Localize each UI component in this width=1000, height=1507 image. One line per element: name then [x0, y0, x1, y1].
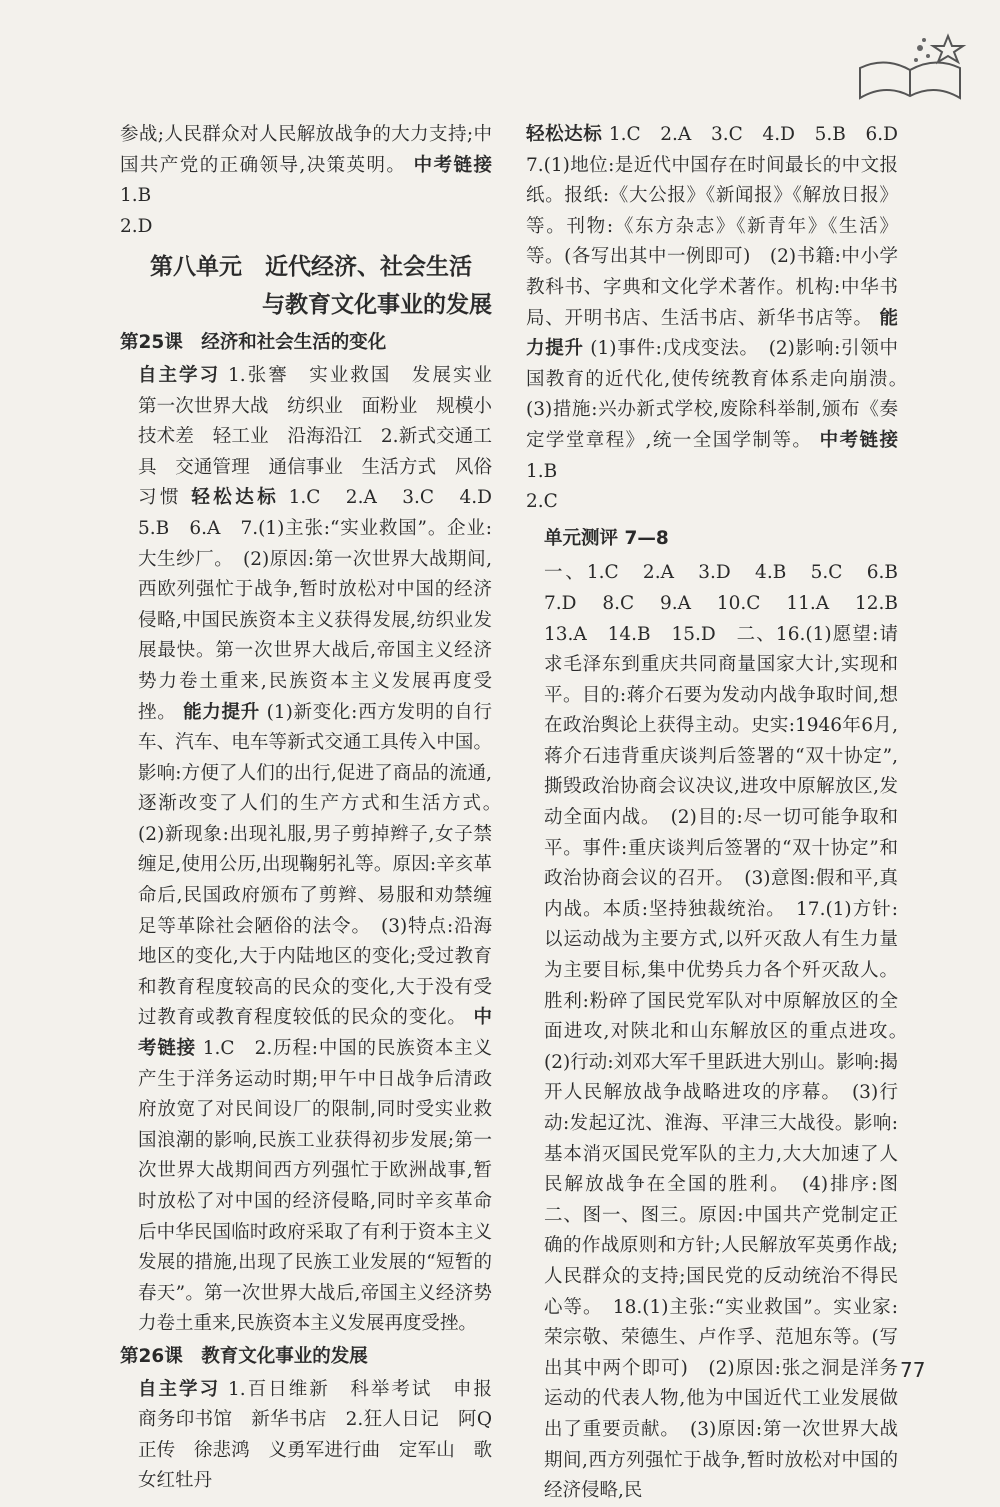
- right-answer-2c: 2.C: [526, 491, 558, 513]
- lesson-25-body: 自主学习 1.张謇 实业救国 发展实业 第一次世界大战 纺织业 面粉业 规模小 技术差 轻工业 沿海沿江 2.新式交通工具 交通管理 通信事业 生活方式 风俗习惯 轻松达标 1.C 2.A 3.C 4.D 5.B 6.A 7.(1)主张:“实业救国”。企业:大生纱厂。 (2)原因:第一次世界大战期间,西欧列强忙于战争,暂时放松对中国的经济侵略,中国民族资本主义获得发展,纺织业发展最快。第一次世界大战后,帝国主义经济势力卷土重来,民族资本主义发展再度受挫。 能力提升 (1)新变化:西方发明的自行车、汽车、电车等新式交通工具传入中国。影响:方便了人们的出行,促进了商品的流通,逐渐改变了人们的生产方式和生活方式。 (2)新现象:出现礼服,男子剪掉辫子,女子禁缠足,使用公历,出现鞠躬礼等。原因:辛亥革命后,民国政府颁布了剪辫、易服和劝禁缠足等革除社会陋俗的法令。 (3)特点:沿海地区的变化,大于内陆地区的变化;受过教育和教育程度较高的民众的变化,大于没有受过教育或教育程度较低的民众的变化。 中考链接 1.C 2.历程:中国的民族资本主义产生于洋务运动时期;甲午中日战争后清政府放宽了对民间设厂的限制,同时受实业救国浪潮的影响,民族工业获得初步发展;第一次世界大战期间西方列强忙于欧洲战事,暂时放松了对中国的经济侵略,同时辛亥革命后中华民国临时政府采取了有利于资本主义发展的措施,出现了民族工业发展的“短暂的春天”。第一次世界大战后,帝国主义经济势力卷土重来,民族资本主义发展再度受挫。: [138, 364, 511, 1335]
- lesson-25-title: 第25课 经济和社会生活的变化: [120, 332, 387, 354]
- right-paragraph-1: 轻松达标 1.C 2.A 3.C 4.D 5.B 6.D 7.(1)地位:是近代中国存在时间最长的中文报纸。报纸:《大公报》《新闻报》《解放日报》等。刊物:《东方杂志》《新青年》《生活》等。(各写出其中一例即可) (2)书籍:中小学教科书、字典和文化学术著作。机构:中华书局、开明书店、生活书店、新华书店等。 能力提升 (1)事件:戊戌变法。 (2)影响:引领中国教育的近代化,使传统教育体系走向崩溃。 (3)措施:兴办新式学校,废除科举制,颁布《奏定学堂章程》,统一全国学制等。 中考链接 1.B: [526, 124, 917, 482]
- unit-title: 第八单元 近代经济、社会生活 与教育文化事业的发展: [150, 254, 492, 319]
- unit-test-title: 单元测评 7—8: [544, 527, 669, 549]
- open-book-star-icon: [850, 28, 970, 108]
- page-number: 77: [900, 1358, 926, 1382]
- left-paragraph-intro: 参战;人民群众对人民解放战争的大力支持;中国共产党的正确领导,决策英明。 中考链接 1.B: [120, 124, 492, 207]
- lesson-26-body: 自主学习 1.百日维新 科举考试 申报 商务印书馆 新华书店 2.狂人日记 阿Q正传 徐悲鸿 义勇军进行曲 定军山 歌女红牡丹: [138, 1378, 511, 1492]
- midterm-link-label: 中考链接: [413, 154, 492, 176]
- left-column: [120, 120, 511, 1497]
- unit-test-body: 一、1.C 2.A 3.D 4.B 5.C 6.B 7.D 8.C 9.A 10.C 11.A 12.B 13.A 14.B 15.D 二、16.(1)愿望:请求毛泽东到重庆共同商量国家大计,实现和平。目的:蒋介石要为发动内战争取时间,想在政治舆论上获得主动。史实:1946年6月,蒋介石违背重庆谈判后签署的“双十协定”,撕毁政治协商会议决议,进攻中原解放区,发动全面内战。 (2)目的:尽一切可能争取和平。事件:重庆谈判后签署的“双十协定”和政治协商会议的召开。 (3)意图:假和平,真内战。本质:坚持独裁统治。 17.(1)方针:以运动战为主要方式,以歼灭敌人有生力量为主要目标,集中优势兵力各个歼灭敌人。胜利:粉碎了国民党军队对中原解放区的全面进攻,对陕北和山东解放区的重点进攻。 (2)行动:刘邓大军千里跃进大别山。影响:揭开人民解放战争战略进攻的序幕。 (3)行动:发起辽沈、淮海、平津三大战役。影响:基本消灭国民党军队的主力,大大加速了人民解放战争在全国的胜利。 (4)排序:图二、图一、图三。原因:中国共产党制定正确的作战原则和方针;人民解放军英勇作战;人民群众的支持;国民党的反动统治不得民心等。 18.(1)主张:“实业救国”。实业家:荣宗敬、荣德生、卢作孚、范旭东等。(写出其中两个即可) (2)原因:张之洞是洋务运动的代表人物,他为中国近代工业发展做出了重要贡献。 (3)原因:第一次世界大战期间,西方列强忙于战争,暂时放松对中国的经济侵略,民: [544, 562, 917, 1502]
- lesson-26-title: 第26课 教育文化事业的发展: [120, 1345, 368, 1367]
- left-answer-2d: 2.D: [120, 215, 153, 237]
